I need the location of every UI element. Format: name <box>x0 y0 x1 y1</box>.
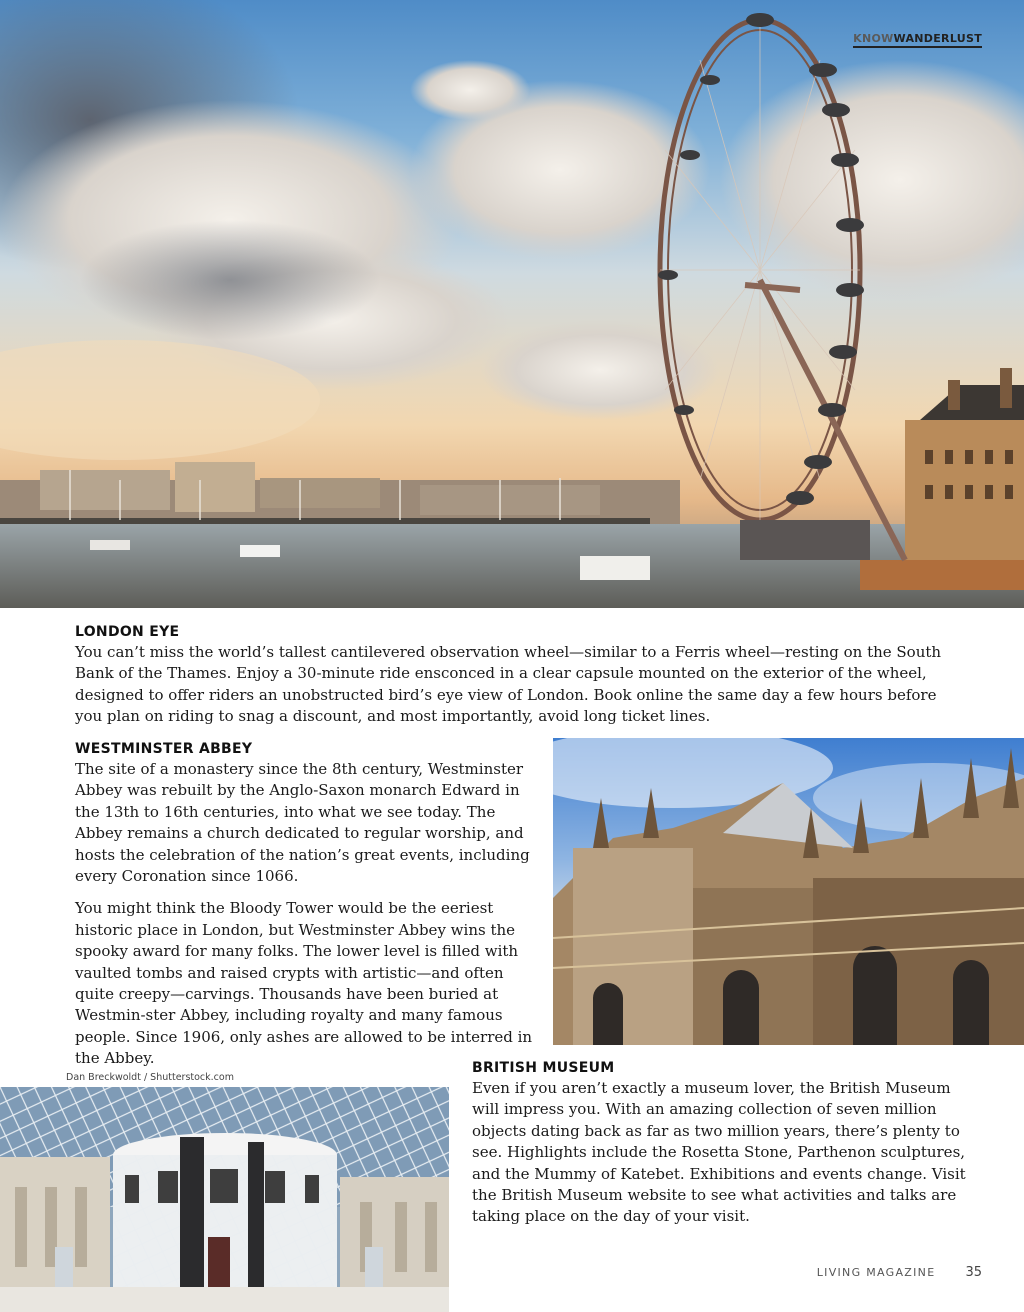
london-eye-section <box>75 624 955 728</box>
magazine-name: LIVING MAGAZINE <box>816 1266 936 1279</box>
westminster-abbey-photo <box>553 738 1024 1045</box>
westminster-abbey-body-2: You might think the Bloody Tower would be the eeriest historic place in London, but Westminster Abbey wins the spooky award for many folks. The lower level is filled with vaulted tombs and raised crypts with artistic—and often quite creepy—carvings. Thousands have been buried at Westmin-ster Abbey, including royalty and many famous people. Since 1906, only ashes are allowed to be interred in the Abbey. <box>75 899 533 1068</box>
westminster-abbey-heading: WESTMINSTER ABBEY <box>75 741 253 757</box>
kicker-main: WANDERLUST <box>893 32 982 45</box>
london-eye-body: You can’t miss the world’s tallest cantilevered observation wheel—similar to a Ferris wheel—resting on the South Bank of the Thames. Enjoy a 30-minute ride ensconced in a clear capsule mounted on the exterior of the wheel, designed to offer riders an unobstructed bird’s eye view of London. Book online the same day a few hours before you plan on riding to snag a discount, and most importantly, avoid long ticket lines. <box>75 643 942 726</box>
british-museum-body: Even if you aren’t exactly a museum lover, the British Museum will impress you. With an amazing collection of seven million objects dating back as far as two million years, there’s plenty to see. Highlights include the Rosetta Stone, Parthenon sculptures, and the Mummy of Katebet. Exhibitions and events change. Visit the British Museum website to see what activities and talks are taking place on the day of your visit. <box>472 1079 966 1226</box>
london-eye-heading: LONDON EYE <box>75 624 180 640</box>
british-museum-illustration <box>0 1087 449 1312</box>
westminster-abbey-body-1: The site of a monastery since the 8th century, Westminster Abbey was rebuilt by the Anglo-Saxon monarch Edward in the 13th to 16th centuries, into what we see today. The Abbey remains a church dedicated to regular worship, and hosts the celebration of the nation’s great events, including every Coronation since 1066. <box>75 760 530 886</box>
westminster-abbey-section <box>75 741 535 1070</box>
british-museum-photo <box>0 1087 449 1312</box>
westminster-abbey-illustration <box>553 738 1024 1045</box>
page-number: 35 <box>965 1265 982 1280</box>
page-footer <box>817 1265 982 1280</box>
london-eye-illustration <box>0 0 1024 608</box>
british-museum-section <box>472 1060 972 1228</box>
photo-credit: Dan Breckwoldt / Shutterstock.com <box>66 1072 234 1083</box>
london-eye-photo <box>0 0 1024 608</box>
section-kicker <box>853 32 982 48</box>
british-museum-heading: BRITISH MUSEUM <box>472 1060 615 1076</box>
kicker-prefix: KNOW <box>853 32 894 45</box>
